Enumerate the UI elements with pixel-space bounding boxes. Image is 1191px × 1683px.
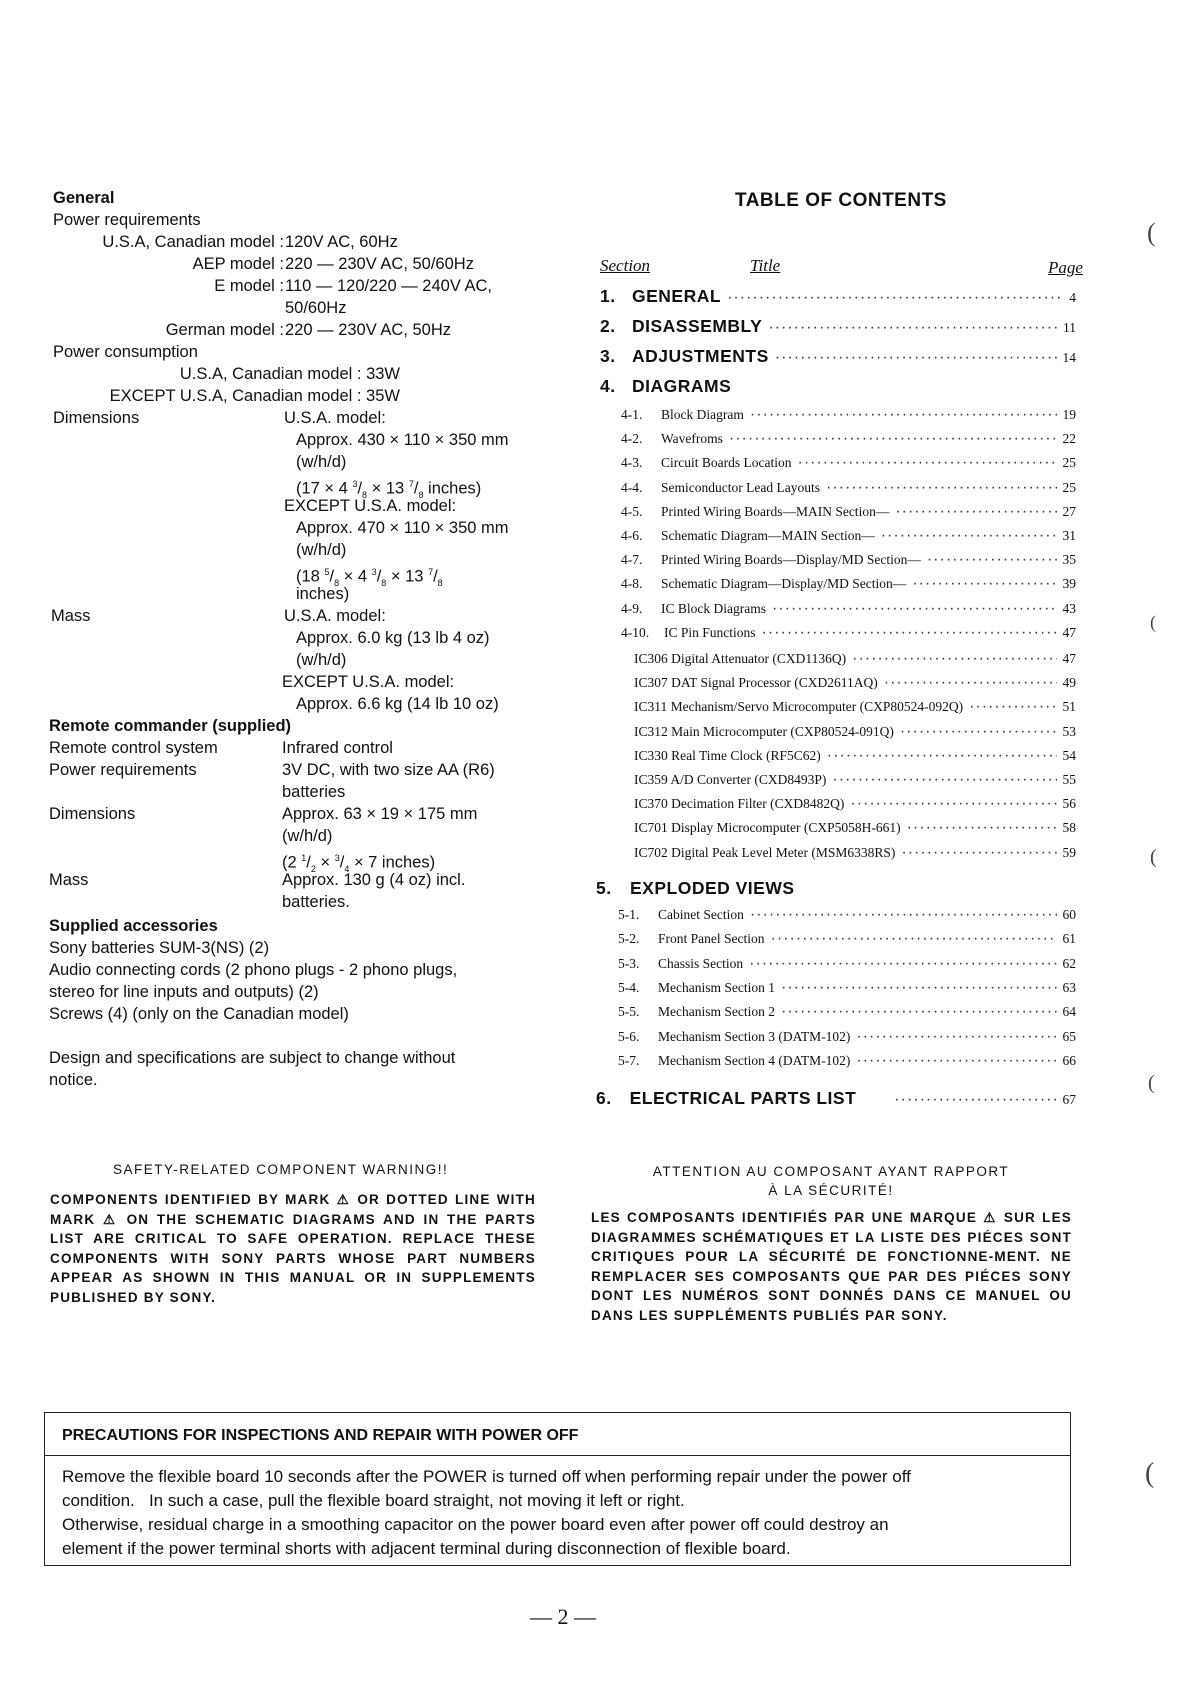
toc-page-number: 49 [1062, 675, 1076, 691]
toc-entry-number: 4-9. [621, 600, 643, 616]
toc-entry-title: IC312 Main Microcomputer (CXP80524-091Q) [634, 723, 894, 739]
toc-leader [771, 930, 1057, 948]
toc-leader [895, 503, 1056, 521]
toc-leader [750, 906, 1057, 924]
toc-exploded-row[interactable] [618, 930, 1076, 948]
toc-leader [772, 600, 1057, 618]
toc-leader [850, 795, 1056, 813]
toc-entry-number: 4-2. [621, 431, 643, 447]
toc-ic-row[interactable] [634, 844, 1076, 862]
toc-entry-title: Block Diagram [661, 407, 744, 422]
toc-entry-title: IC Block Diagrams [661, 600, 766, 616]
toc-entry-title: Mechanism Section 1 [658, 979, 775, 995]
french-warning-title-line: ATTENTION AU COMPOSANT AYANT RAPPORT [652, 1164, 1010, 1179]
toc-entry-title: IC306 Digital Attenuator (CXD1136Q) [634, 651, 847, 666]
general-heading: General [53, 189, 115, 207]
toc-entry-number: 4-1. [621, 407, 643, 422]
toc-parts-list-row[interactable] [596, 1088, 1076, 1109]
toc-page-number: 65 [1062, 1028, 1076, 1044]
german-value: 220 — 230V AC, 50Hz [285, 321, 452, 339]
toc-page-number: 27 [1062, 503, 1076, 519]
toc-ic-row[interactable] [634, 723, 1076, 741]
dim-usa-inch-b: 3 [352, 479, 358, 489]
remote-commander-heading: Remote commander (supplied) [49, 717, 292, 735]
toc-entry-title: Semiconductor Lead Layouts [661, 479, 820, 495]
rc-dim-inch-d: × [320, 853, 331, 872]
toc-page-number: 61 [1062, 931, 1076, 947]
toc-ic-row[interactable] [634, 698, 1076, 716]
dim-except-inch-b: 5 [324, 567, 330, 577]
toc-section-number: 5. [596, 878, 612, 898]
dim-except-inch-unit: inches) [296, 585, 350, 603]
toc-leader [852, 650, 1056, 668]
german-label: German model : [165, 321, 284, 339]
safety-warning-text: ON THE SCHEMATIC DIAGRAMS AND IN THE PARTS LIST ARE CRITICAL TO SAFE OPERATION. REPLACE THESE COMPONENTS WITH SONY PARTS WHOSE PART NUMBERS APPEAR AS SHOWN IN THIS MANUAL OR IN SUPPLEMENTS PUBLISHED BY SONY. [50, 1211, 537, 1305]
toc-leader [884, 674, 1057, 692]
toc-page-number: 35 [1062, 552, 1076, 568]
toc-col-page: Page [1048, 258, 1083, 277]
warning-triangle-icon: ⚠ [336, 1192, 352, 1207]
toc-entry-title: DISASSEMBLY [632, 316, 763, 336]
dim-usa-inch-e: 7 [408, 479, 414, 489]
dim-except-model: EXCEPT U.S.A. model: [284, 497, 457, 515]
toc-exploded-row[interactable] [618, 955, 1076, 973]
dim-usa-inch-f: 8 [418, 489, 424, 500]
toc-leader [927, 551, 1057, 569]
toc-leader [797, 454, 1056, 472]
toc-entry-title: Cabinet Section [658, 907, 744, 922]
power-consumption-usa: U.S.A, Canadian model : 33W [179, 365, 400, 383]
toc-entry-number: 5-6. [618, 1028, 640, 1044]
toc-page-number: 51 [1062, 699, 1076, 715]
usa-canadian-label: U.S.A, Canadian model : [102, 233, 284, 251]
dim-except-inch-h: 7 [428, 567, 434, 577]
precautions-line: element if the power terminal shorts with adjacent terminal during disconnection of flexible board. [62, 1539, 791, 1558]
toc-title: TABLE OF CONTENTS [735, 190, 947, 211]
safety-warning-title: SAFETY-RELATED COMPONENT WARNING!! [113, 1162, 449, 1177]
toc-entry-title: IC Pin Functions [664, 624, 756, 640]
precautions-divider [45, 1455, 1070, 1456]
dim-usa-inch-d: × 13 [371, 479, 405, 498]
toc-leader [900, 723, 1057, 741]
toc-page-number: 31 [1062, 528, 1076, 543]
toc-entry-title: Mechanism Section 3 (DATM-102) [658, 1028, 851, 1044]
toc-entry-number: 5-3. [618, 955, 640, 971]
toc-page-number: 53 [1062, 723, 1076, 739]
toc-leader [781, 1003, 1057, 1021]
toc-leader [768, 319, 1057, 337]
toc-entry-title: IC307 DAT Signal Processor (CXD2611AQ) [634, 675, 878, 691]
usa-canadian-value: 120V AC, 60Hz [285, 233, 398, 251]
toc-section-title: EXPLODED VIEWS [630, 878, 795, 898]
aep-value: 220 — 230V AC, 50/60Hz [285, 255, 474, 273]
mass-usa-model: U.S.A. model: [284, 607, 386, 625]
notice-text-cont: notice. [49, 1071, 98, 1089]
toc-entry-title: IC311 Mechanism/Servo Microcomputer (CXP80524-092Q) [634, 699, 964, 715]
dimensions-label: Dimensions [53, 409, 140, 427]
warning-triangle-icon: ⚠ [102, 1211, 119, 1227]
toc-page-number: 14 [1062, 350, 1076, 365]
toc-page-number: 62 [1062, 955, 1076, 971]
rc-mass-value-cont: batteries. [282, 893, 350, 911]
mass-except-model: EXCEPT U.S.A. model: [282, 673, 455, 691]
dim-usa-inch-c: 8 [362, 489, 368, 500]
toc-leader [775, 349, 1057, 367]
french-warning-title [591, 1164, 1071, 1198]
toc-leader [907, 819, 1057, 837]
toc-leader [969, 698, 1056, 716]
aep-label: AEP model : [192, 255, 284, 273]
supplied-accessories-heading: Supplied accessories [49, 917, 218, 935]
toc-diagram-row[interactable] [621, 551, 1076, 569]
toc-entry-number: 4-6. [621, 528, 643, 543]
precautions-body [62, 1465, 1062, 1561]
toc-entry-number: 5-2. [618, 931, 640, 947]
rc-dim-inch-b: 1 [301, 853, 307, 863]
toc-diagram-row[interactable] [621, 575, 1076, 593]
toc-col-section: Section [600, 256, 651, 275]
dim-usa-whd: (w/h/d) [296, 453, 347, 471]
toc-col-title: Title [750, 256, 781, 275]
precautions-line: condition. In such a case, pull the flexible board straight, not moving it left or right. [62, 1491, 685, 1510]
toc-page-number: 39 [1062, 576, 1076, 592]
toc-entry-number: 4-10. [621, 624, 650, 640]
toc-entry-number: 1. [600, 286, 616, 306]
rc-dim-inch-f: 4 [344, 863, 350, 874]
toc-entry-number: 5-5. [618, 1004, 640, 1020]
rc-system-label: Remote control system [49, 739, 218, 757]
toc-page-number: 55 [1062, 772, 1076, 787]
e-model-label: E model : [214, 277, 284, 295]
toc-entry-title: Printed Wiring Boards—MAIN Section— [661, 503, 890, 519]
toc-ic-row[interactable] [634, 674, 1076, 692]
toc-section-row[interactable] [600, 376, 1076, 397]
toc-exploded-row[interactable] [618, 1003, 1076, 1021]
toc-page-number: 47 [1062, 651, 1076, 666]
toc-page-number: 43 [1062, 600, 1076, 616]
toc-leader [762, 624, 1057, 642]
toc-page-number: 25 [1062, 455, 1076, 471]
rc-mass-value: Approx. 130 g (4 oz) incl. [282, 871, 466, 889]
rc-dim-inch-a: (2 [282, 853, 297, 872]
toc-entry-title: ADJUSTMENTS [632, 346, 769, 366]
dim-except-inch-d: × 4 [343, 567, 368, 586]
dim-except-inch-i: 8 [437, 577, 443, 588]
toc-exploded-row[interactable] [618, 1028, 1076, 1046]
toc-section-row[interactable] [600, 346, 1076, 367]
toc-ic-row[interactable] [634, 650, 1076, 668]
notice-text: Design and specifications are subject to change without [49, 1049, 456, 1067]
toc-leader [881, 527, 1057, 545]
toc-ic-row[interactable] [634, 819, 1076, 837]
french-warning-text: SUR LES DIAGRAMMES SCHÉMATIQUES ET LA LISTE DES PIÉCES SONT CRITIQUES POUR LA SÉCURITÉ DE FONCTIONNE-MENT. NE REMPLACER SES COMPOSANTS QUE PAR DES PIÉCES SONY DONT LES NUMÉROS SONT DONNÉS DANS CE MANUEL OU DANS LES SUPPLÉMENTS PUBLIÉS PAR SONY. [591, 1210, 1072, 1323]
toc-entry-number: 4. [600, 376, 616, 396]
toc-entry-title: DIAGRAMS [632, 376, 732, 396]
toc-entry-title: IC359 A/D Converter (CXD8493P) [634, 772, 827, 787]
toc-diagram-row[interactable] [621, 430, 1076, 448]
toc-ic-row[interactable] [634, 771, 1076, 789]
toc-entry-title: Mechanism Section 2 [658, 1004, 775, 1020]
dim-usa-inch-a: (17 × 4 [296, 479, 348, 498]
toc-page-number: 4 [1069, 290, 1076, 305]
warning-triangle-icon: ⚠ [983, 1210, 998, 1225]
toc-leader [781, 979, 1057, 997]
toc-entry-title: Schematic Diagram—MAIN Section— [661, 528, 875, 543]
power-consumption-except: EXCEPT U.S.A, Canadian model : 35W [109, 387, 400, 405]
toc-page-number: 54 [1062, 747, 1076, 763]
toc-page-number: 56 [1062, 796, 1076, 812]
toc-page-number: 64 [1062, 1004, 1076, 1020]
toc-leader [727, 289, 1063, 307]
dim-except-approx: Approx. 470 × 110 × 350 mm [296, 519, 509, 537]
margin-bracket-mark: ( [1148, 1072, 1155, 1094]
accessory-item: Audio connecting cords (2 phono plugs - 2 phono plugs, [49, 961, 458, 979]
rc-dim-inch-e: 3 [334, 853, 340, 863]
toc-diagram-row[interactable] [621, 503, 1076, 521]
french-warning-text: LES COMPOSANTS IDENTIFIÉS PAR UNE MARQUE [591, 1210, 978, 1225]
toc-exploded-row[interactable] [618, 906, 1076, 924]
rc-mass-label: Mass [49, 871, 89, 889]
toc-section-title: ELECTRICAL PARTS LIST [629, 1088, 857, 1108]
mass-label: Mass [51, 607, 91, 625]
toc-entry-title: IC701 Display Microcomputer (CXP5058H-661) [634, 820, 901, 836]
power-consumption-label: Power consumption [53, 343, 198, 361]
accessory-item: Screws (4) (only on the Canadian model) [49, 1005, 349, 1023]
e-model-value-cont: 50/60Hz [285, 299, 347, 317]
page-number: — 2 — [530, 1604, 596, 1629]
toc-leader [894, 1091, 1056, 1109]
dim-usa-model: U.S.A. model: [284, 409, 386, 427]
safety-warning-text: OR DOTTED LINE WITH MARK [50, 1192, 537, 1227]
toc-page-number: 63 [1062, 979, 1076, 995]
toc-diagram-row[interactable] [621, 479, 1076, 497]
toc-diagram-row[interactable] [621, 527, 1076, 545]
precautions-line: Remove the flexible board 10 seconds after the POWER is turned off when performing repair under the power off [62, 1467, 911, 1486]
toc-leader [729, 430, 1057, 448]
margin-bracket-mark: ( [1145, 1458, 1155, 1489]
toc-entry-number: 4-4. [621, 479, 643, 495]
margin-bracket-mark: ( [1150, 612, 1156, 632]
toc-entry-title: Printed Wiring Boards—Display/MD Section— [661, 552, 921, 568]
mass-except-approx: Approx. 6.6 kg (14 lb 10 oz) [296, 695, 499, 713]
toc-entry-number: 3. [600, 346, 616, 366]
toc-leader [856, 1052, 1056, 1070]
french-warning-title-line: À LA SÉCURITÉ! [768, 1183, 894, 1198]
rc-dimensions-whd: (w/h/d) [282, 827, 333, 845]
toc-entry-title: Wavefroms [661, 431, 723, 447]
toc-leader [912, 575, 1056, 593]
toc-entry-title: GENERAL [632, 286, 722, 306]
power-requirements-label: Power requirements [53, 211, 201, 229]
toc-diagram-row[interactable] [621, 600, 1076, 618]
toc-leader [749, 955, 1056, 973]
toc-entry-number: 4-3. [621, 455, 643, 471]
rc-dimensions-inches: (2 $^1/_2 \times ^3/_4 \times 7$ inches) [282, 853, 436, 874]
dim-except-inch-g: × 13 [390, 567, 424, 586]
toc-ic-row[interactable] [634, 747, 1076, 765]
e-model-value: 110 — 120/220 — 240V AC, [285, 277, 492, 295]
toc-page-number: 19 [1062, 407, 1076, 422]
margin-bracket-mark: ( [1147, 218, 1156, 247]
toc-leader [827, 747, 1057, 765]
toc-leader [750, 406, 1057, 424]
toc-entry-title: Circuit Boards Location [661, 455, 792, 471]
safety-warning-text: COMPONENTS IDENTIFIED BY MARK [50, 1192, 331, 1207]
toc-page-number: 11 [1063, 320, 1076, 335]
precautions-line: Otherwise, residual charge in a smoothing capacitor on the power board even after power off could destroy an [62, 1515, 889, 1534]
toc-entry-number: 4-7. [621, 552, 643, 568]
rc-dim-inch-g: × 7 inches) [353, 853, 436, 872]
toc-section-number: 6. [596, 1088, 612, 1108]
precautions-title: PRECAUTIONS FOR INSPECTIONS AND REPAIR WITH POWER OFF [62, 1427, 579, 1444]
toc-ic-row[interactable] [634, 795, 1076, 813]
toc-entry-title: Chassis Section [658, 955, 744, 971]
toc-exploded-row[interactable] [618, 979, 1076, 997]
toc-page-number: 47 [1062, 624, 1076, 640]
toc-entry-title: IC370 Decimation Filter (CXD8482Q) [634, 796, 845, 812]
toc-page-number: 25 [1062, 479, 1076, 495]
rc-dimensions-value: Approx. 63 × 19 × 175 mm [282, 805, 478, 823]
toc-leader [832, 771, 1056, 789]
toc-diagram-row[interactable] [621, 454, 1076, 472]
dim-except-inch-f: 8 [381, 577, 387, 588]
dim-usa-inches: (17 × 4 $^3/_8 \times 13$ $^7/_8$ inches) [296, 479, 482, 500]
toc-entry-title: IC330 Real Time Clock (RF5C62) [634, 747, 821, 763]
toc-leader [901, 844, 1056, 862]
dim-usa-approx: Approx. 430 × 110 × 350 mm [296, 431, 509, 449]
rc-system-value: Infrared control [282, 739, 393, 757]
toc-section-row[interactable] [600, 286, 1076, 307]
toc-page-number: 67 [1062, 1092, 1076, 1107]
rc-power-value: 3V DC, with two size AA (R6) [282, 761, 495, 779]
toc-entry-title: IC702 Digital Peak Level Meter (MSM6338RS) [634, 844, 896, 860]
french-warning-body [591, 1208, 1072, 1325]
toc-entry-number: 5-4. [618, 979, 640, 995]
toc-leader [826, 479, 1057, 497]
toc-page-number: 59 [1062, 844, 1076, 860]
dim-usa-inch-g: inches) [428, 479, 482, 498]
toc-page-number: 22 [1062, 431, 1076, 447]
toc-entry-title: Mechanism Section 4 (DATM-102) [658, 1052, 851, 1068]
toc-entry-number: 5-1. [618, 907, 640, 922]
accessory-item: Sony batteries SUM-3(NS) (2) [49, 939, 270, 957]
dim-except-whd: (w/h/d) [296, 541, 347, 559]
rc-dimensions-label: Dimensions [49, 805, 136, 823]
toc-entry-number: 2. [600, 316, 616, 336]
margin-bracket-mark: ( [1150, 846, 1157, 868]
toc-leader [856, 1028, 1056, 1046]
toc-page-number: 60 [1062, 907, 1076, 922]
mass-usa-approx: Approx. 6.0 kg (13 lb 4 oz) [296, 629, 490, 647]
toc-entry-number: 4-8. [621, 576, 643, 592]
toc-exploded-row[interactable] [618, 1052, 1076, 1070]
dim-except-inches: (18 $^5/_8 \times 4$ $^3/_8 \times 13$ $^7/_8$ [296, 567, 443, 588]
toc-page-number: 66 [1062, 1052, 1076, 1068]
dim-except-inch-a: (18 [296, 567, 320, 586]
toc-diagram-row[interactable] [621, 406, 1076, 424]
toc-section-row[interactable] [600, 316, 1076, 337]
safety-warning-body [50, 1190, 536, 1307]
toc-entry-number: 5-7. [618, 1052, 640, 1068]
accessory-item: stereo for line inputs and outputs) (2) [49, 983, 319, 1001]
rc-dim-inch-c: 2 [310, 863, 316, 874]
dim-except-inch-e: 3 [371, 567, 377, 577]
rc-power-label: Power requirements [49, 761, 197, 779]
toc-entry-title: Front Panel Section [658, 931, 765, 947]
toc-entry-title: Schematic Diagram—Display/MD Section— [661, 576, 907, 592]
toc-diagram-row[interactable] [621, 624, 1076, 642]
toc-entry-number: 4-5. [621, 503, 643, 519]
toc-page-number: 58 [1062, 820, 1076, 836]
mass-usa-whd: (w/h/d) [296, 651, 347, 669]
rc-power-value-cont: batteries [282, 783, 346, 801]
precautions-box [44, 1412, 1071, 1566]
specifications-column [0, 0, 560, 1120]
dim-except-inch-c: 8 [334, 577, 340, 588]
